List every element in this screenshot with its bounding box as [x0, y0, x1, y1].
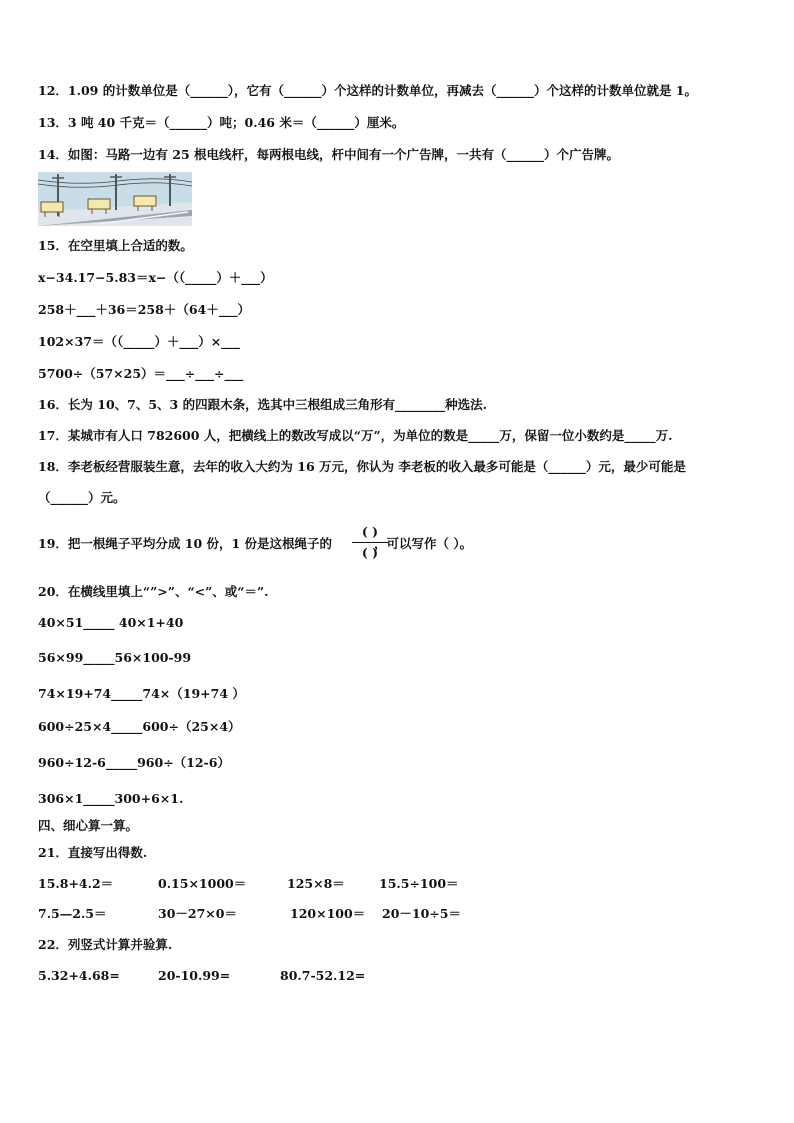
question-20-line-2: 56×99_____56×100-99 — [38, 650, 192, 665]
question-20-line-6: 306×1_____300+6×1. — [38, 791, 184, 806]
question-18-line-2: （______）元。 — [38, 490, 126, 505]
calc-item: 120×100＝ — [290, 906, 366, 921]
question-16: 16．长为 10、7、5、3 的四跟木条，选其中三根组成三角形有________种选法. — [38, 397, 487, 412]
question-13: 13．3 吨 40 千克＝（______）吨；0.46 米＝（______）厘米。 — [38, 115, 405, 130]
calc-item: 7.5—2.5＝ — [38, 906, 107, 921]
fraction-blank — [352, 524, 388, 561]
question-18-line-1: 18．李老板经营服装生意，去年的收入大约为 16 万元，你认为 李老板的收入最多可能是（______）元，最少可能是 — [38, 459, 686, 474]
question-19-after: ，可以写作（ ）。 — [374, 536, 473, 551]
calc-item: 20－10÷5＝ — [382, 906, 461, 921]
question-15-line-1: x−34.17−5.83＝x−（（_____）＋___） — [38, 270, 273, 285]
question-20-line-3: 74×19+74_____74×（19+74 ） — [38, 686, 245, 701]
vertical-calc-item: 20-10.99= — [158, 968, 231, 983]
section-4-heading: 四、细心算一算。 — [38, 818, 139, 833]
question-12: 12．1.09 的计数单位是（______），它有（______）个这样的计数单位，再减去（______）个这样的计数单位就是 1。 — [38, 83, 697, 98]
calc-item: 0.15×1000＝ — [158, 876, 247, 891]
question-15-line-2: 258＋___＋36＝258＋（64＋___） — [38, 302, 250, 317]
fraction-numerator: ( ) — [361, 524, 379, 539]
question-15-title: 15．在空里填上合适的数。 — [38, 238, 193, 253]
question-19-before: 19．把一根绳子平均分成 10 份，1 份是这根绳子的 — [38, 536, 333, 551]
question-20-line-1: 40×51_____ 40×1+40 — [38, 615, 184, 630]
question-20-title: 20．在横线里填上“”>”、“<”、或“＝”. — [38, 584, 269, 599]
calc-item: 125×8＝ — [287, 876, 345, 891]
question-17: 17．某城市有人口 782600 人，把横线上的数改写成以“万”，为单位的数是_____万，保留一位小数约是_____万. — [38, 428, 673, 443]
question-14: 14．如图：马路一边有 25 根电线杆，每两根电线，杆中间有一个广告牌，一共有（______）个广告牌。 — [38, 147, 619, 162]
question-15-line-3: 102×37＝（（_____）＋___）×___ — [38, 334, 240, 349]
question-15-line-4: 5700÷（57×25）＝___÷___÷___ — [38, 366, 244, 381]
question-21-title: 21．直接写出得数. — [38, 845, 148, 860]
fraction-denominator: ( ) — [361, 545, 379, 560]
vertical-calc-item: 80.7-52.12= — [280, 968, 366, 983]
question-20-line-5: 960÷12-6_____960÷（12-6） — [38, 755, 230, 770]
vertical-calc-item: 5.32+4.68= — [38, 968, 120, 983]
question-19-text — [38, 536, 472, 552]
question-20-line-4: 600÷25×4_____600÷（25×4） — [38, 719, 241, 734]
question-22-title: 22．列竖式计算并验算. — [38, 937, 173, 952]
calc-item: 30－27×0＝ — [158, 906, 237, 921]
calc-item: 15.5÷100＝ — [379, 876, 459, 891]
calc-item: 15.8+4.2＝ — [38, 876, 114, 891]
street-billboard-illustration — [38, 172, 192, 226]
fraction-bar — [352, 542, 388, 543]
